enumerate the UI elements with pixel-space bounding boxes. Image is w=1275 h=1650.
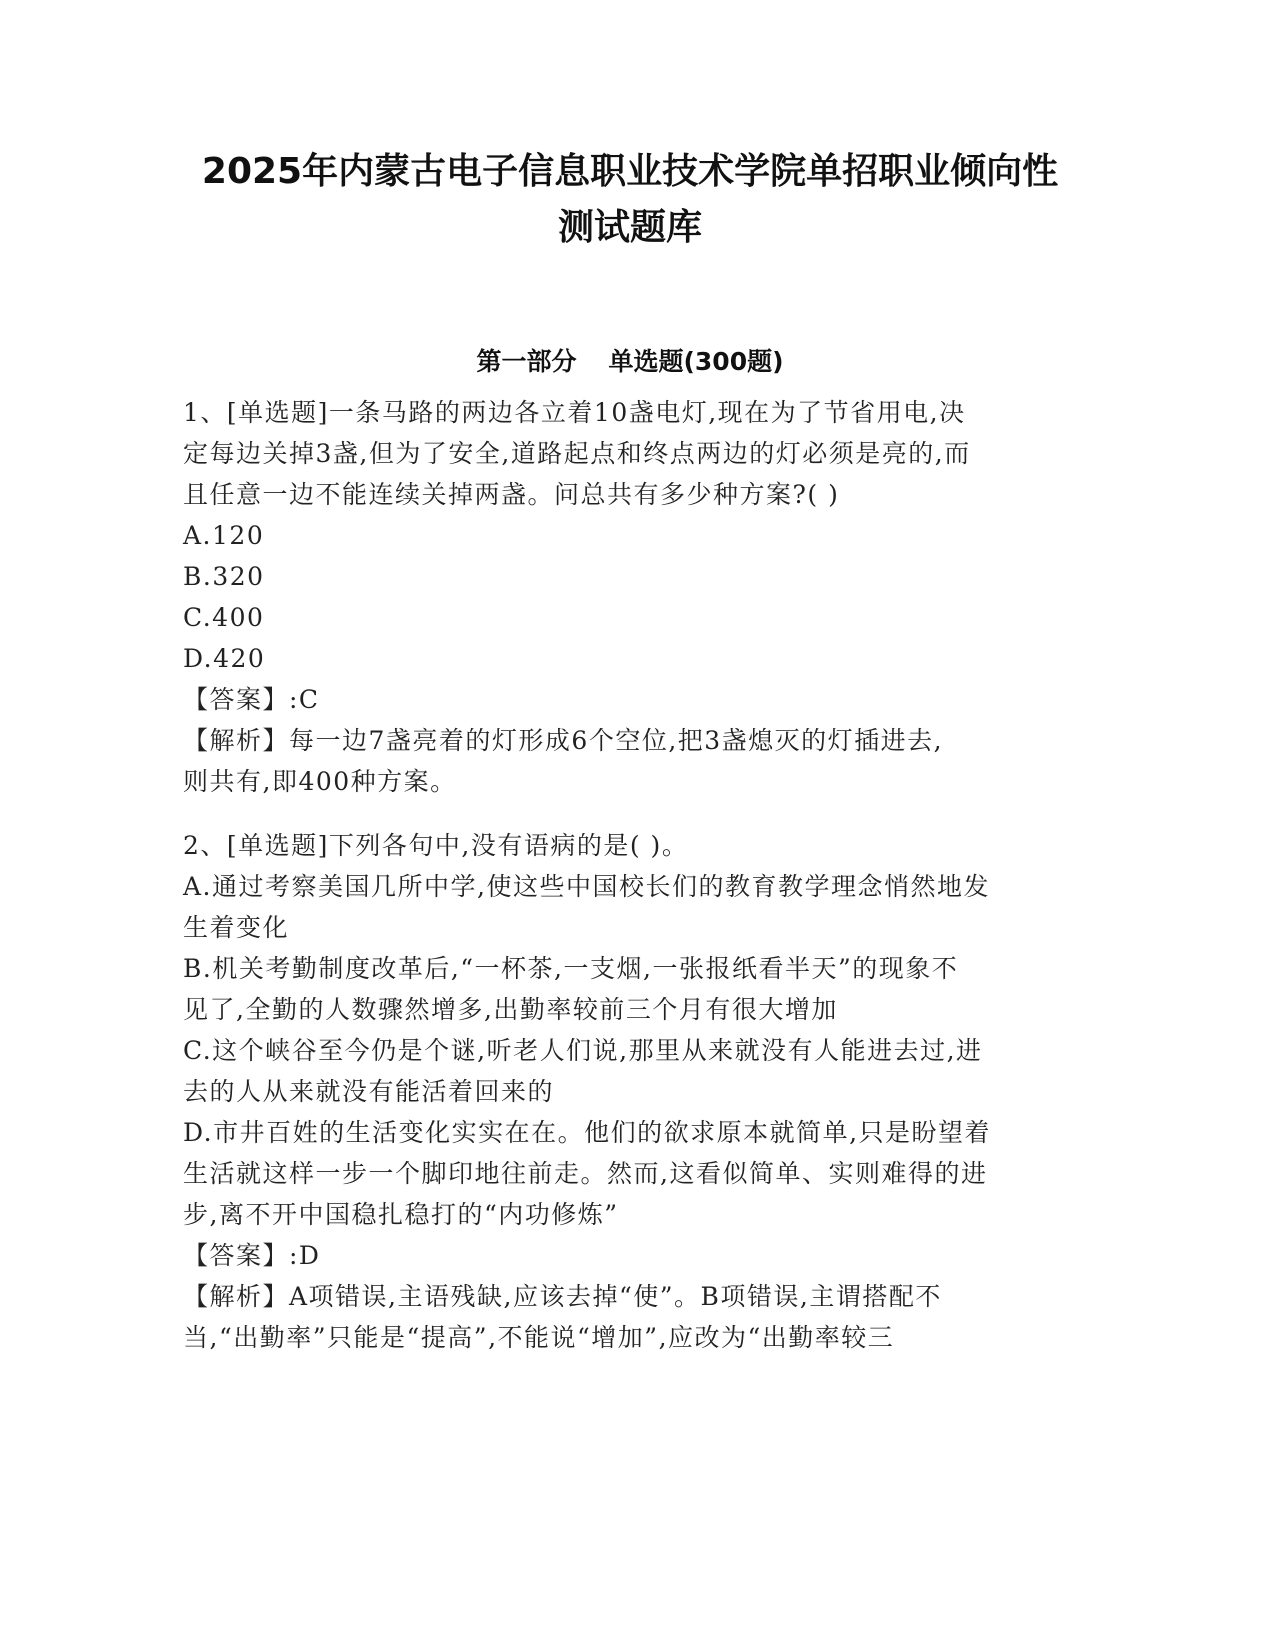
question-2-answer: 【答案】:D — [183, 1241, 321, 1270]
question-2-stem: 2、[单选题]下列各句中,没有语病的是( )。 — [183, 831, 689, 860]
question-1-option-a: A.120 — [183, 521, 265, 550]
question-1-option-d: D.420 — [183, 644, 266, 673]
question-1-stem-line-3: 且任意一边不能连续关掉两盏。问总共有多少种方案?( ) — [183, 480, 840, 509]
question-2-option-a-line-1: A.通过考察美国几所中学,使这些中国校长们的教育教学理念悄然地发 — [183, 872, 990, 901]
question-2-option-d-line-1: D.市井百姓的生活变化实实在在。他们的欲求原本就简单,只是盼望着 — [183, 1118, 992, 1147]
question-2-option-d-line-3: 步,离不开中国稳扎稳打的“内功修炼” — [183, 1200, 619, 1229]
section-part: 第一部分 — [476, 347, 577, 376]
question-1-option-c: C.400 — [183, 603, 265, 632]
question-2-option-a-line-2: 生着变化 — [183, 913, 290, 942]
question-1-analysis-line-1: 【解析】每一边7盏亮着的灯形成6个空位,把3盏熄灭的灯插进去, — [183, 726, 944, 755]
question-2-option-b-line-2: 见了,全勤的人数骤然增多,出勤率较前三个月有很大增加 — [183, 995, 838, 1024]
question-2-option-c-line-2: 去的人从来就没有能活着回来的 — [183, 1077, 555, 1106]
question-2 — [183, 825, 1083, 1358]
question-2-analysis-line-1: 【解析】A项错误,主语残缺,应该去掉“使”。B项错误,主谓搭配不 — [183, 1282, 942, 1311]
question-1-stem-line-2: 定每边关掉3盏,但为了安全,道路起点和终点两边的灯必须是亮的,而 — [183, 439, 971, 468]
question-2-option-b-line-1: B.机关考勤制度改革后,“一杯茶,一支烟,一张报纸看半天”的现象不 — [183, 954, 959, 983]
question-1-option-b: B.320 — [183, 562, 265, 591]
question-1-answer: 【答案】:C — [183, 685, 320, 714]
question-2-analysis-line-2: 当,“出勤率”只能是“提高”,不能说“增加”,应改为“出勤率较三 — [183, 1323, 895, 1352]
question-2-option-c-line-1: C.这个峡谷至今仍是个谜,听老人们说,那里从来就没有人能进去过,进 — [183, 1036, 983, 1065]
document-title — [180, 144, 1080, 256]
question-2-option-d-line-2: 生活就这样一步一个脚印地往前走。然而,这看似简单、实则难得的进 — [183, 1159, 988, 1188]
question-1-analysis-line-2: 则共有,即400种方案。 — [183, 767, 457, 796]
title-line-1: 2025年内蒙古电子信息职业技术学院单招职业倾向性 — [201, 151, 1059, 192]
title-line-2: 测试题库 — [557, 207, 702, 248]
question-1-stem-line-1: 1、[单选题]一条马路的两边各立着10盏电灯,现在为了节省用电,决 — [183, 398, 966, 427]
section-name: 单选题(300题) — [608, 347, 784, 376]
section-heading — [180, 344, 1080, 380]
question-1 — [183, 392, 1083, 802]
